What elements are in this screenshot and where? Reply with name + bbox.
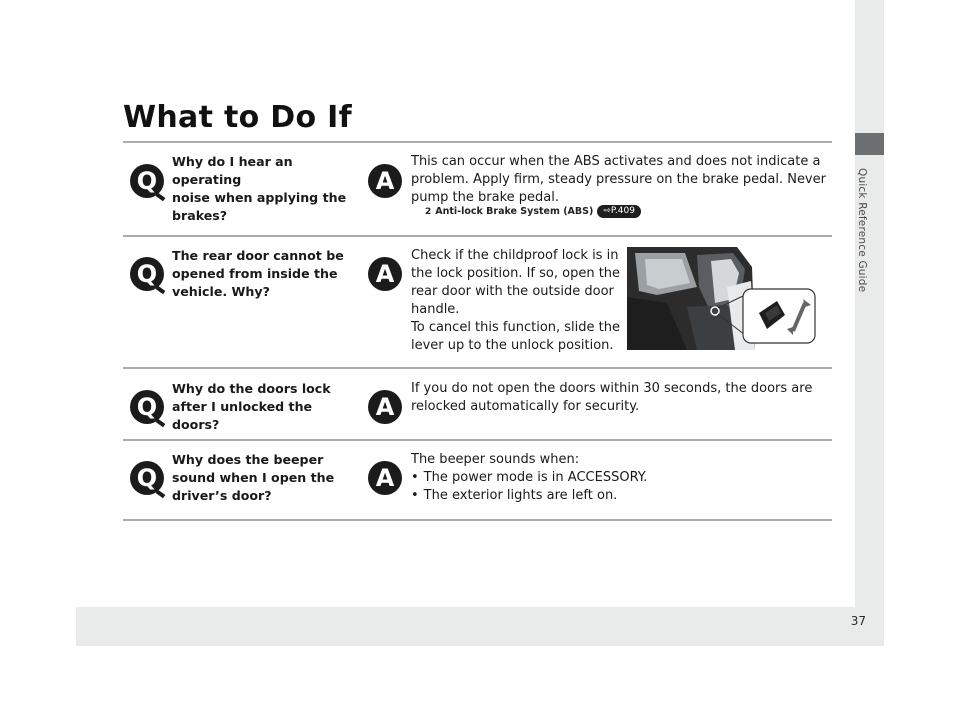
question-text: Why do the doors lock after I unlocked the doors? bbox=[172, 381, 331, 432]
answer-text: The beeper sounds when: • The power mode is in ACCESSORY. • The exterior lights are left on. bbox=[411, 451, 831, 505]
answer-icon: A bbox=[368, 390, 402, 424]
reference-label: Anti-lock Brake System (ABS) bbox=[435, 206, 594, 217]
answer-text: If you do not open the doors within 30 seconds, the doors are relocked automatically for security. bbox=[411, 381, 813, 414]
answer-icon: A bbox=[368, 461, 402, 495]
question-text: The rear door cannot be opened from inside the vehicle. Why? bbox=[172, 248, 344, 299]
bullet-icon: • bbox=[411, 488, 419, 503]
bullet-icon: • bbox=[411, 470, 419, 485]
answer-text: Check if the childproof lock is in the lock position. If so, open the rear door with the outside door handle. To cancel this function, slide the lever up to the unlock position. bbox=[411, 248, 621, 353]
question-icon: Q bbox=[130, 164, 164, 198]
answer-icon: A bbox=[368, 164, 402, 198]
section-divider bbox=[123, 519, 832, 521]
question-icon: Q bbox=[130, 390, 164, 424]
answer-icon: A bbox=[368, 257, 402, 291]
reference-arrow-icon: 2 bbox=[425, 206, 432, 217]
question-icon: Q bbox=[130, 257, 164, 291]
question-text: Why does the beeper sound when I open the driver’s door? bbox=[172, 452, 335, 503]
section-divider bbox=[123, 141, 832, 143]
page-number: 37 bbox=[850, 614, 866, 628]
page-title: What to Do If bbox=[123, 100, 352, 135]
section-divider bbox=[123, 367, 832, 369]
answer-text: This can occur when the ABS activates and does not indicate a problem. Apply firm, steady pressure on the brake pedal. Never pump the brake pedal. bbox=[411, 154, 826, 205]
list-item: • The power mode is in ACCESSORY. bbox=[411, 470, 648, 485]
section-divider bbox=[123, 439, 832, 441]
section-divider bbox=[123, 235, 832, 237]
list-item: • The exterior lights are left on. bbox=[411, 488, 618, 503]
cross-reference-link[interactable] bbox=[425, 205, 641, 218]
page-reference-badge[interactable]: ⇨P.409 bbox=[597, 205, 641, 218]
section-tab-marker bbox=[855, 133, 884, 155]
childproof-lock-illustration bbox=[627, 247, 819, 350]
question-text: Why do I hear an operating noise when applying the brakes? bbox=[172, 154, 347, 223]
question-icon: Q bbox=[130, 461, 164, 495]
